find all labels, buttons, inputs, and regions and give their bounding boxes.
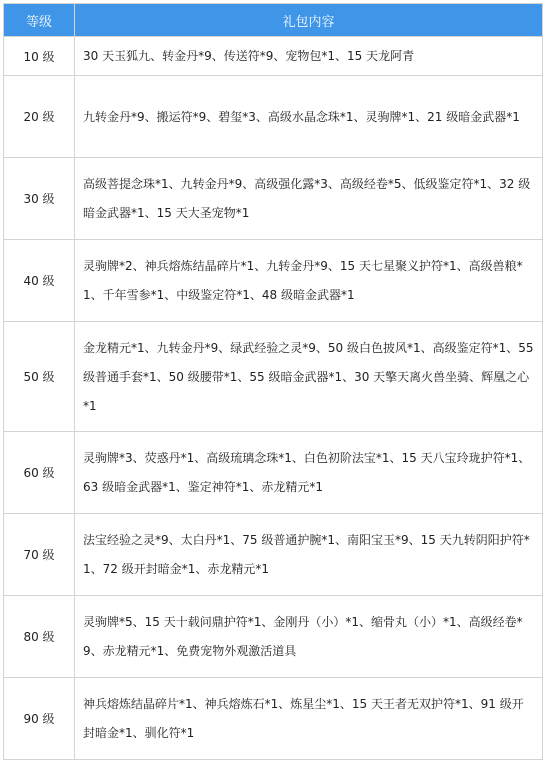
contents-cell: 金龙精元*1、九转金丹*9、绿武经验之灵*9、50 级白色披风*1、高级鉴定符*1、55 级普通手套*1、50 级腰带*1、55 级暗金武器*1、30 天擎天离火兽坐骑、辉凰之心*1 [75, 322, 543, 432]
level-cell: 30 级 [4, 158, 75, 240]
contents-cell: 九转金丹*9、搬运符*9、碧玺*3、高级水晶念珠*1、灵驹牌*1、21 级暗金武器*1 [75, 76, 543, 158]
table-row [4, 678, 543, 760]
contents-cell: 灵驹牌*2、神兵熔炼结晶碎片*1、九转金丹*9、15 天七星聚义护符*1、高级兽粮*1、千年雪参*1、中级鉴定符*1、48 级暗金武器*1 [75, 240, 543, 322]
level-cell: 10 级 [4, 37, 75, 76]
header-contents: 礼包内容 [75, 4, 543, 37]
table-row [4, 76, 543, 158]
contents-cell: 神兵熔炼结晶碎片*1、神兵熔炼石*1、炼星尘*1、15 天王者无双护符*1、91 级开封暗金*1、驯化符*1 [75, 678, 543, 760]
table-row [4, 514, 543, 596]
gift-pack-table [3, 3, 543, 760]
table-row [4, 432, 543, 514]
table-row [4, 596, 543, 678]
level-cell: 20 级 [4, 76, 75, 158]
contents-cell: 法宝经验之灵*9、太白丹*1、75 级普通护腕*1、南阳宝玉*9、15 天九转阴阳护符*1、72 级开封暗金*1、赤龙精元*1 [75, 514, 543, 596]
table-row [4, 158, 543, 240]
contents-cell: 灵驹牌*3、荧惑丹*1、高级琉璃念珠*1、白色初阶法宝*1、15 天八宝玲珑护符*1、63 级暗金武器*1、鉴定神符*1、赤龙精元*1 [75, 432, 543, 514]
level-cell: 90 级 [4, 678, 75, 760]
table-row [4, 37, 543, 76]
level-cell: 40 级 [4, 240, 75, 322]
table-row [4, 240, 543, 322]
level-cell: 70 级 [4, 514, 75, 596]
header-level: 等级 [4, 4, 75, 37]
level-cell: 80 级 [4, 596, 75, 678]
contents-cell: 30 天玉狐九、转金丹*9、传送符*9、宠物包*1、15 天龙阿青 [75, 37, 543, 76]
level-cell: 50 级 [4, 322, 75, 432]
contents-cell: 灵驹牌*5、15 天十载问鼎护符*1、金刚丹（小）*1、缩骨丸（小）*1、高级经卷*9、赤龙精元*1、免费宠物外观激活道具 [75, 596, 543, 678]
contents-cell: 高级菩提念珠*1、九转金丹*9、高级强化露*3、高级经卷*5、低级鉴定符*1、32 级暗金武器*1、15 天大圣宠物*1 [75, 158, 543, 240]
header-row [4, 4, 543, 37]
table-row [4, 322, 543, 432]
level-cell: 60 级 [4, 432, 75, 514]
